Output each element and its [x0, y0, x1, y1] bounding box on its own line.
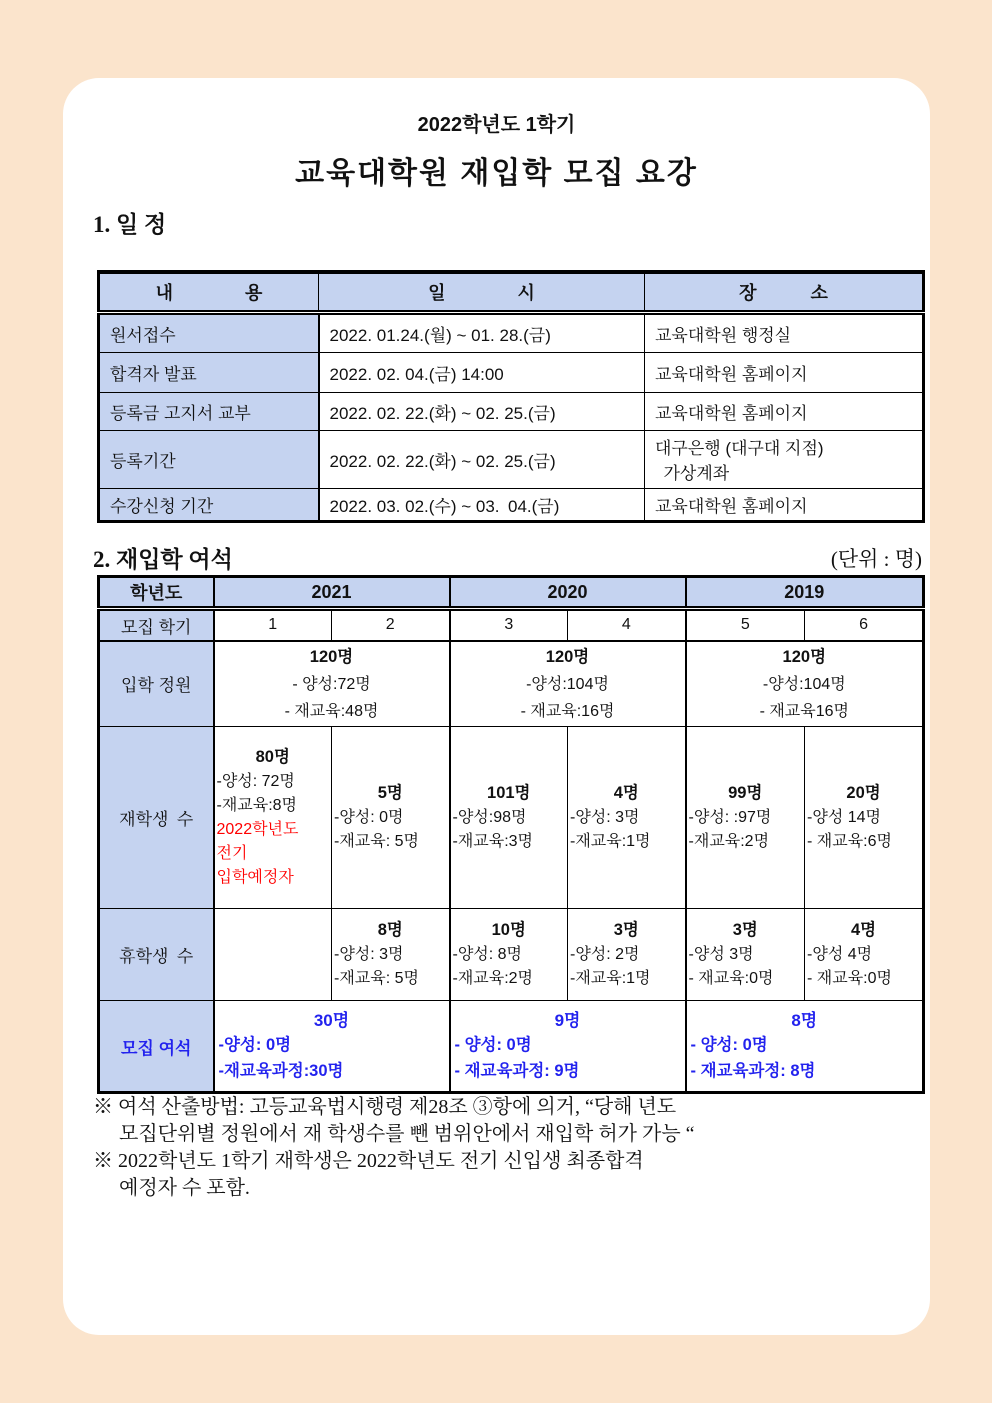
vacancy-2020: [450, 1001, 686, 1093]
schedule-row-label: 등록기간: [99, 430, 319, 488]
vacancy-count: 8명: [791, 1010, 818, 1030]
capacity-total: 120명: [309, 647, 354, 666]
vacancy-row-label: 모집 여석: [99, 1001, 214, 1093]
on-leave-line: -양성 4명: [807, 945, 873, 963]
enrolled-sem6: [805, 727, 924, 909]
vacancy-line: - 재교육과정: 8명: [690, 1061, 816, 1080]
capacity-2021: [214, 641, 450, 727]
schedule-table: [97, 270, 925, 523]
enrolled-sem2: [332, 727, 450, 909]
on-leave-line: -재교육:1명: [570, 969, 651, 987]
enrolled-line: -양성: 72명: [216, 772, 295, 790]
table-row: [99, 488, 924, 521]
enrolled-sem5: [686, 727, 805, 909]
enrolled-line: -재교육:1명: [570, 832, 651, 850]
schedule-row-place: 교육대학원 행정실: [645, 312, 924, 352]
capacity-row: [99, 641, 924, 727]
place-line: 대구은행 (대구대 지점): [655, 439, 824, 458]
enrolled-sem4: [568, 727, 686, 909]
enrolled-row-label: 재학생 수: [99, 727, 214, 909]
doc-subtitle: 2022학년도 1학기: [417, 114, 576, 136]
schedule-row-datetime: 2022. 03. 02.(수) ~ 03. 04.(금): [319, 488, 645, 521]
enrolled-count: 20명: [846, 784, 881, 803]
on-leave-row: [99, 909, 924, 1001]
schedule-row-place: 교육대학원 홈페이지: [645, 488, 924, 521]
capacity-line: - 재교육:16명: [520, 702, 615, 720]
unit-label: (단위 : 명): [830, 547, 922, 571]
on-leave-line: -재교육:2명: [452, 969, 534, 987]
schedule-header-content: 내 용: [99, 272, 319, 312]
on-leave-count: 8명: [377, 921, 403, 940]
table-row: [99, 312, 924, 352]
enrolled-count: 101명: [487, 784, 531, 803]
schedule-row-datetime: 2022. 01.24.(월) ~ 01. 28.(금): [319, 312, 645, 352]
schedule-row-place: [645, 430, 924, 488]
enrolled-sem3: [450, 727, 568, 909]
semester-4: 4: [568, 609, 686, 641]
footnote-line: ※ 여석 산출방법: 고등교육법시행령 제28조 ③항에 의거, “당해 년도: [93, 1096, 677, 1118]
on-leave-line: - 재교육:0명: [688, 969, 774, 987]
schedule-row-label: 합격자 발표: [99, 352, 319, 392]
on-leave-line: -양성 3명: [688, 945, 754, 963]
section1-heading: 1. 일 정: [93, 212, 167, 237]
on-leave-line: -재교육: 5명: [334, 969, 419, 987]
on-leave-count: 3명: [613, 921, 639, 940]
semester-1: 1: [214, 609, 332, 641]
vacancy-table: [97, 575, 925, 1094]
semester-2: 2: [332, 609, 450, 641]
capacity-2020: [450, 641, 686, 727]
capacity-total: 120명: [545, 647, 590, 666]
footnotes: [93, 1094, 903, 1202]
schedule-header-place: 장 소: [645, 272, 924, 312]
section2-heading: 2. 재입학 여석: [93, 547, 233, 572]
on-leave-sem6: [805, 909, 924, 1001]
semester-row: [99, 609, 924, 641]
on-leave-line: -양성: 3명: [334, 945, 404, 963]
enrolled-row: [99, 727, 924, 909]
on-leave-line: -양성: 2명: [570, 945, 640, 963]
enrolled-count: 99명: [728, 784, 763, 803]
table-row: [99, 430, 924, 488]
on-leave-sem3: [450, 909, 568, 1001]
capacity-row-label: 입학 정원: [99, 641, 214, 727]
enrolled-count: 80명: [255, 748, 290, 767]
vacancy-2019: [686, 1001, 924, 1093]
on-leave-line: -양성: 8명: [452, 945, 523, 963]
enrolled-line: -재교육:2명: [688, 832, 770, 850]
enrolled-line: -재교육: 5명: [334, 832, 419, 850]
year-header-row: [99, 577, 924, 609]
semester-row-label: 모집 학기: [99, 609, 214, 641]
vacancy-row: [99, 1001, 924, 1093]
on-leave-count: 3명: [732, 921, 758, 940]
semester-5: 5: [686, 609, 805, 641]
enrolled-line: -양성: :97명: [688, 808, 772, 826]
document-page: [63, 78, 930, 1335]
vacancy-line: -재교육과정:30명: [218, 1061, 344, 1080]
semester-6: 6: [805, 609, 924, 641]
footnote-line: ※ 2022학년도 1학기 재학생은 2022학년도 전기 신입생 최종합격: [93, 1150, 644, 1172]
schedule-row-label: 등록금 고지서 교부: [99, 392, 319, 430]
corner-label: 학년도: [99, 577, 214, 609]
on-leave-row-label: 휴학생 수: [99, 909, 214, 1001]
enrolled-line: -양성:98명: [452, 808, 527, 826]
enrolled-line: -양성: 3명: [570, 808, 640, 826]
schedule-row-place: 교육대학원 홈페이지: [645, 392, 924, 430]
enrolled-note-red: 입학예정자: [216, 868, 294, 886]
vacancy-line: - 재교육과정: 9명: [454, 1061, 580, 1080]
schedule-row-datetime: 2022. 02. 22.(화) ~ 02. 25.(금): [319, 430, 645, 488]
on-leave-sem4: [568, 909, 686, 1001]
schedule-row-label: 원서접수: [99, 312, 319, 352]
enrolled-line: -재교육:8명: [216, 796, 297, 814]
vacancy-count: 9명: [554, 1010, 581, 1030]
schedule-row-place: 교육대학원 홈페이지: [645, 352, 924, 392]
schedule-row-datetime: 2022. 02. 04.(금) 14:00: [319, 352, 645, 392]
capacity-line: - 재교육:48명: [284, 702, 379, 720]
on-leave-count: 10명: [491, 921, 526, 940]
enrolled-count: 5명: [377, 784, 403, 803]
enrolled-sem1: [214, 727, 332, 909]
enrolled-line: - 재교육:6명: [807, 832, 892, 850]
place-line: 가상계좌: [655, 464, 730, 483]
capacity-line: -양성:104명: [762, 675, 846, 693]
schedule-row-label: 수강신청 기간: [99, 488, 319, 521]
footnote-line: 모집단위별 정원에서 재 학생수를 뺀 범위안에서 재입학 허가 가능 “: [119, 1123, 695, 1145]
year-2021: 2021: [214, 577, 450, 609]
enrolled-note-red: 2022학년도: [216, 820, 299, 838]
capacity-total: 120명: [782, 647, 827, 666]
on-leave-count: 4명: [850, 921, 877, 940]
enrolled-count: 4명: [613, 784, 639, 803]
capacity-line: -양성:104명: [526, 675, 609, 693]
vacancy-line: - 양성: 0명: [690, 1036, 768, 1055]
capacity-line: - 재교육16명: [759, 702, 849, 720]
enrolled-note-red: 전기: [216, 844, 248, 862]
doc-title: 교육대학원 재입학 모집 요강: [295, 157, 698, 190]
capacity-2019: [686, 641, 924, 727]
enrolled-line: -양성 14명: [807, 808, 881, 826]
on-leave-sem1: [214, 909, 332, 1001]
enrolled-line: -재교육:3명: [452, 832, 534, 850]
table-row: [99, 392, 924, 430]
on-leave-line: - 재교육:0명: [807, 969, 892, 987]
capacity-line: - 양성:72명: [292, 675, 371, 693]
vacancy-line: -양성: 0명: [218, 1036, 292, 1055]
schedule-header-datetime: 일 시: [319, 272, 645, 312]
enrolled-line: -양성: 0명: [334, 808, 404, 826]
on-leave-sem2: [332, 909, 450, 1001]
vacancy-count: 30명: [313, 1010, 350, 1030]
schedule-header-row: [99, 272, 924, 312]
vacancy-2021: [214, 1001, 450, 1093]
semester-3: 3: [450, 609, 568, 641]
schedule-row-datetime: 2022. 02. 22.(화) ~ 02. 25.(금): [319, 392, 645, 430]
year-2019: 2019: [686, 577, 924, 609]
footnote-line: 예정자 수 포함.: [119, 1177, 250, 1199]
vacancy-line: - 양성: 0명: [454, 1036, 532, 1055]
year-2020: 2020: [450, 577, 686, 609]
on-leave-sem5: [686, 909, 805, 1001]
table-row: [99, 352, 924, 392]
